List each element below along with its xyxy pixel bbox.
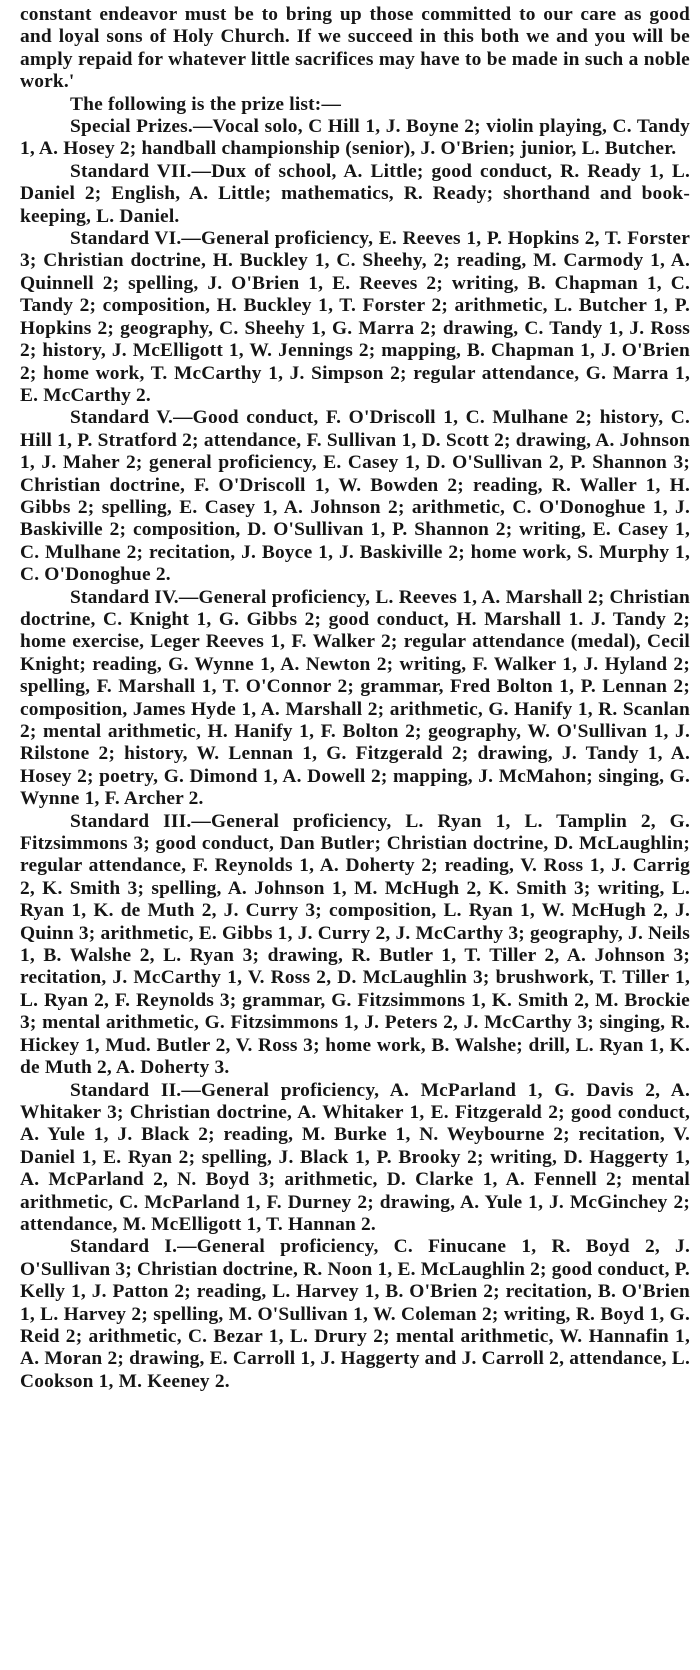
standard-v-paragraph: Standard V.—Good conduct, F. O'Driscoll 1, C. Mulhane 2; history, C. Hill 1, P. Stratford 2; attendance, F. Sullivan 1, D. Scott 2; drawing, A. Johnson 1, J. Maher 2; general proficiency, E. Casey 1, D. O'Sullivan 2, P. Shannon 3; Christian doctrine, F. O'Driscoll 1, W. Bowden 2; reading, R. Waller 1, H. Gibbs 2; spelling, E. Casey 1, A. Johnson 2; arithmetic, C. O'Donoghue 1, J. Baskiville 2; composition, D. O'Sullivan 1, P. Shannon 2; writing, E. Casey 1, C. Mulhane 2; recitation, J. Boyce 1, J. Baskiville 2; home work, S. Murphy 1, C. O'Donoghue 2.	[20, 407, 690, 586]
intro-paragraph: constant endeavor must be to bring up those committed to our care as good and loyal sons of Holy Church. If we succeed in this both we and you will be amply repaid for whatever little sacrifices may have to be made in such a noble work.'	[20, 4, 690, 93]
standard-vii-paragraph: Standard VII.—Dux of school, A. Little; good conduct, R. Ready 1, L. Daniel 2; English, A. Little; mathematics, R. Ready; shorthand and book-keeping, L. Daniel.	[20, 160, 690, 227]
prize-list-heading: The following is the prize list:—	[70, 93, 342, 115]
standard-iii-paragraph: Standard III.—General proficiency, L. Ryan 1, L. Tamplin 2, G. Fitzsimmons 3; good conduct, Dan Butler; Christian doctrine, D. McLaughlin; regular attendance, F. Reynolds 1, A. Doherty 2; reading, V. Ross 1, J. Carrig 2, K. Smith 3; spelling, A. Johnson 1, M. McHugh 2, K. Smith 3; writing, L. Ryan 1, K. de Muth 2, J. Curry 3; composition, L. Ryan 1, W. McHugh 2, J. Quinn 3; arithmetic, E. Gibbs 1, J. Curry 2, J. McCarthy 3; geography, J. Neils 1, B. Walshe 2, L. Ryan 3; drawing, R. Butler 1, T. Tiller 2, A. Johnson 3; recitation, J. McCarthy 1, V. Ross 2, D. McLaughlin 3; brushwork, T. Tiller 1, L. Ryan 2, F. Reynolds 3; grammar, G. Fitzsimmons 1, K. Smith 2, M. Brockie 3; mental arithmetic, G. Fitzsimmons 1, J. Peters 2, J. McCarthy 3; singing, R. Hickey 1, Mud. Butler 2, V. Ross 3; home work, B. Walshe; drill, L. Ryan 1, K. de Muth 2, A. Doherty 3.	[20, 810, 690, 1079]
standard-ii-paragraph: Standard II.—General proficiency, A. McParland 1, G. Davis 2, A. Whitaker 3; Christian doctrine, A. Whitaker 1, E. Fitzgerald 2; good conduct, A. Yule 1, J. Black 2; reading, M. Burke 1, N. Weybourne 2; recitation, V. Daniel 1, E. Ryan 2; spelling, J. Black 1, P. Brooky 2; writing, D. Haggerty 1, A. McParland 2, N. Boyd 3; arithmetic, D. Clarke 1, A. Fennell 2; mental arithmetic, C. McParland 1, F. Durney 2; drawing, A. Yule 1, J. McGinchey 2; attendance, M. McElligott 1, T. Hannan 2.	[20, 1079, 690, 1235]
standard-vi-paragraph: Standard VI.—General proficiency, E. Reeves 1, P. Hopkins 2, T. Forster 3; Christian doctrine, H. Buckley 1, C. Sheehy, 2; reading, M. Carmody 1, A. Quinnell 2; spelling, J. O'Brien 1, E. Reeves 2; writing, B. Chapman 1, C. Tandy 2; composition, H. Buckley 1, T. Forster 2; arithmetic, L. Butcher 1, P. Hopkins 2; geography, C. Sheehy 1, G. Marra 2; drawing, C. Tandy 1, J. Ross 2; history, J. McElligott 1, W. Jennings 2; mapping, B. Chapman 1, J. O'Brien 2; home work, T. McCarthy 1, J. Simpson 2; regular attendance, G. Marra 1, E. McCarthy 2.	[20, 228, 690, 406]
special-prizes-paragraph: Special Prizes.—Vocal solo, C Hill 1, J. Boyne 2; violin playing, C. Tandy 1, A. Hosey 2; handball championship (senior), J. O'Brien; junior, L. Butcher.	[20, 116, 690, 160]
standard-iv-paragraph: Standard IV.—General proficiency, L. Reeves 1, A. Marshall 2; Christian doctrine, C. Knight 1, G. Gibbs 2; good conduct, H. Marshall 1. J. Tandy 2; home exercise, Leger Reeves 1, F. Walker 2; regular attendance (medal), Cecil Knight; reading, G. Wynne 1, A. Newton 2; writing, F. Walker 1, J. Hyland 2; spelling, F. Marshall 1, T. O'Connor 2; grammar, Fred Bolton 1, P. Lennan 2; composition, James Hyde 1, A. Marshall 2; arithmetic, G. Hanify 1, R. Scanlan 2; mental arithmetic, H. Hanify 1, F. Bolton 2; geography, W. O'Sullivan 1, J. Rilstone 2; history, W. Lennan 1, G. Fitzgerald 2; drawing, J. Tandy 1, A. Hosey 2; poetry, G. Dimond 1, A. Dowell 2; mapping, J. McMahon; singing, G. Wynne 1, F. Archer 2.	[20, 586, 690, 810]
standard-i-paragraph: Standard I.—General proficiency, C. Finucane 1, R. Boyd 2, J. O'Sullivan 3; Christian doctrine, R. Noon 1, E. McLaughlin 2; good conduct, P. Kelly 1, J. Patton 2; reading, L. Harvey 1, B. O'Brien 2; recitation, B. O'Brien 1, L. Harvey 2; spelling, M. O'Sullivan 1, W. Coleman 2; writing, R. Boyd 1, G. Reid 2; arithmetic, C. Bezar 1, L. Drury 2; mental arithmetic, W. Hannafin 1, A. Moran 2; drawing, E. Carroll 1, J. Haggerty and J. Carroll 2, attendance, L. Cookson 1, M. Keeney 2.	[20, 1236, 690, 1392]
